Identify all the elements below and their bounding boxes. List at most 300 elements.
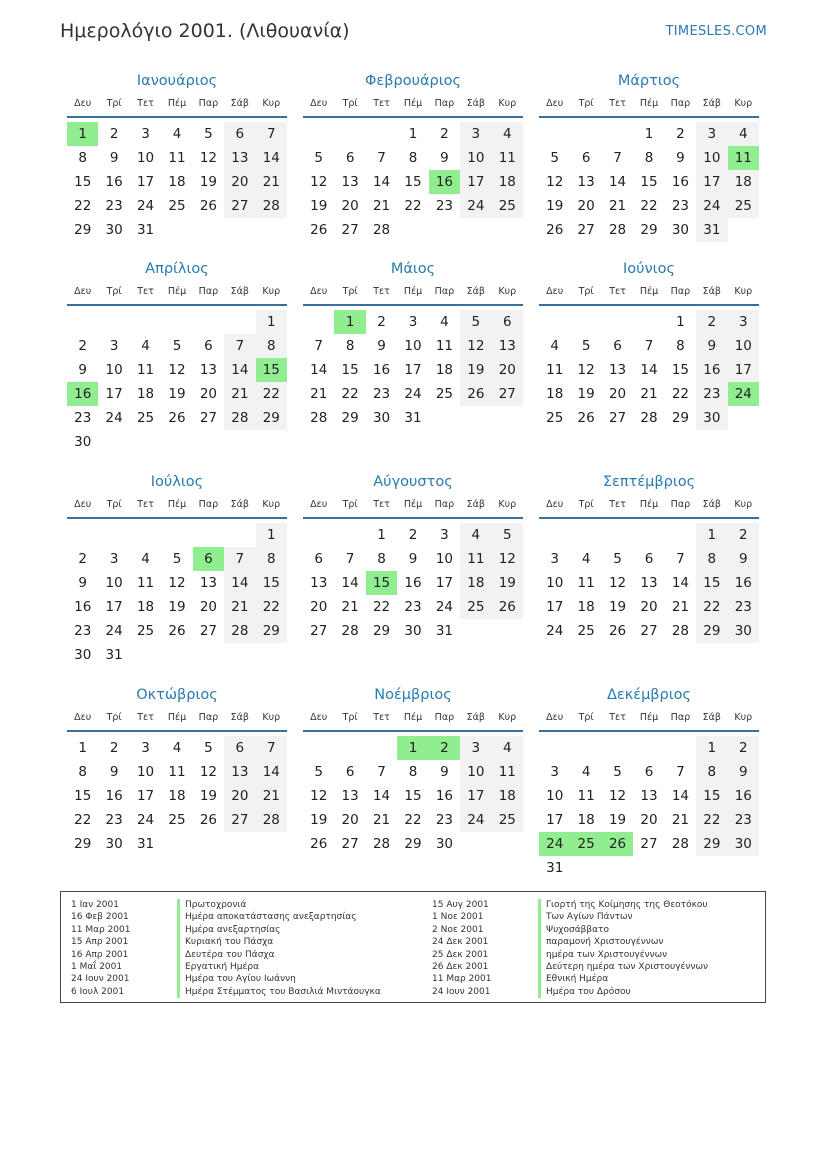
day-cell: 3 — [460, 122, 491, 146]
weekday-header — [539, 493, 759, 519]
weekday-label: Σάβ — [466, 98, 485, 109]
day-cell: 29 — [696, 619, 727, 643]
day-cell: 23 — [105, 812, 123, 828]
day-grid — [539, 306, 759, 430]
day-cell: 3 — [460, 736, 491, 760]
day-cell: 8 — [676, 338, 685, 354]
day-cell: 17 — [105, 386, 123, 402]
day-cell: 20 — [608, 386, 627, 402]
day-cell: 14 — [256, 146, 287, 170]
day-cell: 4 — [172, 126, 182, 142]
day-cell: 19 — [577, 386, 595, 402]
day-grid — [67, 519, 287, 667]
day-cell: 7 — [377, 150, 386, 166]
day-cell: 9 — [78, 362, 87, 378]
day-cell: 11 — [435, 338, 454, 354]
day-cell: 3 — [728, 310, 759, 334]
day-cell: 25 — [492, 808, 523, 832]
day-cell: 31 — [404, 410, 422, 426]
day-cell: 25 — [546, 410, 564, 426]
month-block — [539, 684, 759, 880]
day-cell: 29 — [256, 619, 287, 643]
weekday-label: Δευ — [310, 712, 328, 723]
day-cell: 31 — [546, 860, 564, 876]
holiday-day-cell: 26 — [602, 832, 633, 856]
day-cell: 7 — [256, 122, 287, 146]
day-cell: 22 — [696, 808, 727, 832]
day-cell: 25 — [168, 812, 186, 828]
day-cell: 23 — [671, 198, 690, 214]
day-cell: 17 — [460, 784, 491, 808]
legend-date: 15 Απρ 2001 — [71, 937, 129, 948]
day-cell: 19 — [608, 599, 627, 615]
legend-name: ημέρα των Χριστουγέννων — [538, 949, 708, 961]
weekday-label: Κυρ — [262, 286, 281, 297]
day-cell: 22 — [671, 386, 690, 402]
day-cell: 4 — [172, 740, 182, 756]
brand-link[interactable]: TIMESLES.COM — [665, 24, 767, 39]
day-cell: 25 — [460, 595, 491, 619]
legend-name: Δευτέρα του Πάσχα — [177, 949, 381, 961]
day-cell: 25 — [136, 410, 155, 426]
month-name: Απρίλιος — [145, 261, 209, 277]
day-cell: 16 — [404, 575, 422, 591]
weekday-label: Δευ — [546, 98, 564, 109]
weekday-label: Κυρ — [734, 712, 753, 723]
day-cell: 2 — [728, 523, 759, 547]
day-cell: 15 — [696, 784, 727, 808]
holiday-day-cell: 1 — [397, 736, 428, 760]
month-block — [67, 684, 287, 856]
weekday-label: Πέμ — [403, 286, 423, 297]
day-cell: 12 — [199, 764, 218, 780]
day-cell: 16 — [105, 174, 123, 190]
day-cell: 16 — [435, 788, 454, 804]
day-cell: 9 — [696, 334, 727, 358]
weekday-label: Σάβ — [702, 499, 721, 510]
weekday-label: Δευ — [74, 286, 92, 297]
weekday-label: Παρ — [198, 98, 219, 109]
weekday-header — [303, 280, 523, 306]
day-cell: 2 — [408, 527, 418, 543]
day-cell: 30 — [105, 222, 123, 238]
day-cell: 7 — [314, 338, 323, 354]
day-cell: 19 — [168, 386, 186, 402]
legend-left-names — [177, 899, 381, 998]
weekday-label: Τετ — [373, 499, 390, 510]
weekday-header — [539, 706, 759, 732]
day-cell: 31 — [696, 218, 727, 242]
day-cell: 10 — [105, 362, 123, 378]
day-cell: 18 — [546, 386, 564, 402]
day-cell: 27 — [341, 836, 359, 852]
day-cell: 21 — [671, 812, 690, 828]
weekday-label: Κυρ — [734, 286, 753, 297]
holiday-day-cell: 25 — [570, 832, 601, 856]
day-cell: 1 — [696, 523, 727, 547]
day-cell: 10 — [460, 146, 491, 170]
day-cell: 18 — [168, 174, 186, 190]
day-cell: 16 — [728, 784, 759, 808]
day-cell: 19 — [310, 198, 328, 214]
day-cell: 29 — [74, 836, 92, 852]
day-cell: 18 — [492, 170, 523, 194]
legend-date: 24 Ιουν 2001 — [432, 986, 491, 997]
holiday-day-cell: 6 — [193, 547, 224, 571]
weekday-label: Παρ — [670, 286, 691, 297]
day-cell: 8 — [408, 764, 418, 780]
day-cell: 28 — [671, 836, 690, 852]
day-cell: 6 — [204, 338, 213, 354]
legend-date: 26 Δεκ 2001 — [432, 961, 489, 972]
weekday-label: Κυρ — [498, 712, 517, 723]
day-cell: 10 — [105, 575, 123, 591]
day-grid — [539, 118, 759, 242]
day-cell: 27 — [199, 410, 218, 426]
day-cell: 3 — [408, 314, 418, 330]
day-cell: 1 — [256, 310, 287, 334]
day-cell: 19 — [546, 198, 564, 214]
legend-date: 15 Αυγ 2001 — [432, 900, 489, 910]
day-cell: 15 — [404, 788, 422, 804]
day-cell: 31 — [136, 836, 155, 852]
day-cell: 23 — [404, 599, 422, 615]
month-name: Αύγουστος — [373, 474, 453, 490]
day-cell: 5 — [613, 764, 622, 780]
weekday-label: Πέμ — [167, 499, 187, 510]
day-cell: 27 — [577, 222, 595, 238]
weekday-label: Πέμ — [639, 712, 659, 723]
day-cell: 26 — [608, 623, 627, 639]
day-cell: 27 — [224, 194, 255, 218]
day-cell: 25 — [577, 623, 595, 639]
day-cell: 22 — [74, 198, 92, 214]
holiday-day-cell: 1 — [67, 122, 98, 146]
day-cell: 14 — [224, 358, 255, 382]
day-cell: 28 — [640, 410, 658, 426]
day-cell: 5 — [204, 740, 213, 756]
weekday-label: Πέμ — [403, 98, 423, 109]
day-cell: 30 — [404, 623, 422, 639]
day-cell: 26 — [168, 410, 186, 426]
day-cell: 4 — [460, 523, 491, 547]
weekday-label: Σάβ — [702, 712, 721, 723]
day-cell: 27 — [608, 410, 627, 426]
day-cell: 2 — [377, 314, 386, 330]
day-cell: 22 — [404, 198, 422, 214]
day-cell: 23 — [74, 623, 92, 639]
day-cell: 2 — [78, 551, 87, 567]
weekday-label: Κυρ — [498, 499, 517, 510]
month-name: Ιούλιος — [150, 474, 204, 490]
day-cell: 24 — [136, 812, 155, 828]
weekday-label: Κυρ — [498, 286, 517, 297]
day-cell: 17 — [105, 599, 123, 615]
weekday-label: Πέμ — [403, 712, 423, 723]
weekday-header — [67, 92, 287, 118]
holiday-day-cell: 15 — [366, 571, 397, 595]
day-cell: 11 — [577, 575, 595, 591]
day-cell: 14 — [224, 571, 255, 595]
legend-date: 16 Απρ 2001 — [71, 949, 129, 960]
day-cell: 5 — [581, 338, 591, 354]
day-cell: 27 — [199, 623, 218, 639]
month-block — [539, 258, 759, 430]
day-cell: 28 — [372, 222, 391, 238]
day-cell: 30 — [105, 836, 123, 852]
day-cell: 10 — [136, 764, 155, 780]
day-cell: 20 — [640, 812, 658, 828]
day-cell: 12 — [608, 788, 627, 804]
day-cell: 7 — [224, 334, 255, 358]
day-cell: 6 — [581, 150, 591, 166]
day-grid — [539, 519, 759, 643]
day-cell: 16 — [74, 599, 92, 615]
day-grid — [67, 732, 287, 856]
day-cell: 19 — [168, 599, 186, 615]
day-grid — [539, 732, 759, 880]
day-cell: 28 — [372, 836, 391, 852]
day-cell: 23 — [696, 382, 727, 406]
day-cell: 24 — [136, 198, 155, 214]
legend-name: Ημέρα του Αγίου Ιωάννη — [177, 973, 381, 985]
weekday-label: Πέμ — [167, 286, 187, 297]
day-cell: 7 — [676, 551, 685, 567]
day-cell: 1 — [256, 523, 287, 547]
day-cell: 27 — [310, 623, 328, 639]
day-cell: 14 — [671, 575, 690, 591]
day-cell: 18 — [136, 599, 155, 615]
day-cell: 5 — [460, 310, 491, 334]
day-cell: 24 — [435, 599, 454, 615]
weekday-label: Σάβ — [230, 712, 249, 723]
day-cell: 16 — [696, 358, 727, 382]
day-cell: 13 — [199, 362, 218, 378]
holiday-day-cell: 24 — [539, 832, 570, 856]
day-cell: 10 — [404, 338, 422, 354]
day-cell: 28 — [608, 222, 627, 238]
day-grid — [67, 118, 287, 242]
day-cell: 19 — [608, 812, 627, 828]
day-cell: 30 — [435, 836, 454, 852]
day-cell: 11 — [460, 547, 491, 571]
weekday-label: Παρ — [198, 712, 219, 723]
day-cell: 8 — [78, 150, 87, 166]
day-cell: 6 — [345, 150, 355, 166]
day-cell: 2 — [109, 740, 119, 756]
weekday-label: Τρί — [106, 499, 122, 510]
day-cell: 12 — [310, 174, 328, 190]
day-cell: 22 — [640, 198, 658, 214]
weekday-label: Δευ — [310, 286, 328, 297]
day-cell: 15 — [696, 571, 727, 595]
day-cell: 24 — [105, 623, 123, 639]
weekday-label: Τρί — [342, 98, 358, 109]
day-cell: 1 — [377, 527, 386, 543]
day-cell: 21 — [224, 595, 255, 619]
day-cell: 4 — [550, 338, 559, 354]
day-cell: 11 — [136, 362, 155, 378]
holiday-day-cell: 15 — [256, 358, 287, 382]
month-block — [303, 471, 523, 643]
day-cell: 13 — [577, 174, 595, 190]
weekday-label: Τετ — [137, 499, 154, 510]
day-cell: 2 — [109, 126, 119, 142]
weekday-label: Κυρ — [734, 499, 753, 510]
weekday-label: Πέμ — [403, 499, 423, 510]
day-cell: 21 — [608, 198, 627, 214]
day-cell: 7 — [345, 551, 355, 567]
day-cell: 15 — [671, 362, 690, 378]
day-cell: 22 — [256, 382, 287, 406]
day-cell: 15 — [640, 174, 658, 190]
holiday-day-cell: 16 — [429, 170, 460, 194]
weekday-label: Τρί — [106, 712, 122, 723]
weekday-label: Δευ — [546, 712, 564, 723]
legend-name: Ημέρα αποκατάστασης ανεξαρτησίας — [177, 911, 381, 923]
weekday-label: Παρ — [670, 98, 691, 109]
day-cell: 21 — [224, 382, 255, 406]
day-cell: 12 — [168, 575, 186, 591]
day-cell: 13 — [640, 788, 658, 804]
month-name: Μάιος — [390, 261, 436, 277]
legend-date: 6 Ιουλ 2001 — [71, 986, 125, 997]
day-cell: 26 — [310, 222, 328, 238]
weekday-header — [303, 92, 523, 118]
day-cell: 27 — [224, 808, 255, 832]
day-cell: 1 — [644, 126, 654, 142]
month-block — [303, 684, 523, 856]
day-cell: 8 — [644, 150, 654, 166]
day-cell: 9 — [109, 150, 119, 166]
day-cell: 25 — [492, 194, 523, 218]
day-cell: 5 — [204, 126, 213, 142]
day-cell: 27 — [492, 382, 523, 406]
day-cell: 28 — [341, 623, 359, 639]
day-cell: 19 — [199, 788, 218, 804]
weekday-label: Τρί — [578, 98, 594, 109]
day-cell: 29 — [372, 623, 391, 639]
weekday-label: Τρί — [578, 499, 594, 510]
day-cell: 7 — [256, 736, 287, 760]
day-cell: 30 — [74, 434, 92, 450]
day-cell: 20 — [199, 386, 218, 402]
weekday-label: Παρ — [198, 499, 219, 510]
day-cell: 5 — [314, 150, 323, 166]
day-cell: 12 — [199, 150, 218, 166]
day-cell: 31 — [435, 623, 454, 639]
weekday-label: Τρί — [106, 286, 122, 297]
day-cell: 7 — [224, 547, 255, 571]
day-cell: 20 — [224, 784, 255, 808]
legend-date: 11 Μαρ 2001 — [432, 974, 492, 985]
day-cell: 15 — [74, 174, 92, 190]
day-cell: 12 — [608, 575, 627, 591]
day-cell: 1 — [676, 314, 685, 330]
day-cell: 9 — [377, 338, 386, 354]
day-cell: 21 — [372, 812, 391, 828]
day-cell: 21 — [372, 198, 391, 214]
month-name: Οκτώβριος — [136, 687, 218, 703]
day-cell: 21 — [341, 599, 359, 615]
weekday-header — [67, 706, 287, 732]
day-cell: 17 — [404, 362, 422, 378]
day-cell: 3 — [550, 551, 559, 567]
day-cell: 4 — [141, 551, 150, 567]
day-cell: 18 — [136, 386, 155, 402]
day-cell: 3 — [141, 126, 150, 142]
day-cell: 10 — [546, 575, 564, 591]
day-cell: 8 — [696, 547, 727, 571]
day-cell: 5 — [550, 150, 559, 166]
day-cell: 29 — [74, 222, 92, 238]
day-cell: 4 — [141, 338, 150, 354]
day-cell: 12 — [310, 788, 328, 804]
month-block — [539, 471, 759, 643]
day-cell: 6 — [644, 551, 654, 567]
weekday-label: Τετ — [373, 286, 390, 297]
day-cell: 30 — [372, 410, 391, 426]
weekday-label: Δευ — [546, 286, 564, 297]
weekday-label: Τρί — [578, 286, 594, 297]
day-cell: 17 — [546, 812, 564, 828]
day-cell: 15 — [256, 571, 287, 595]
day-cell: 11 — [168, 764, 186, 780]
weekday-label: Σάβ — [702, 286, 721, 297]
day-cell: 17 — [460, 170, 491, 194]
weekday-label: Δευ — [74, 499, 92, 510]
weekday-label: Σάβ — [466, 286, 485, 297]
day-cell: 30 — [728, 619, 759, 643]
day-cell: 15 — [74, 788, 92, 804]
legend-name: Εθνική Ημέρα — [538, 973, 708, 985]
day-cell: 17 — [136, 788, 155, 804]
day-cell: 21 — [671, 599, 690, 615]
day-cell: 23 — [728, 595, 759, 619]
month-block — [303, 258, 523, 430]
day-grid — [303, 732, 523, 856]
day-grid — [303, 519, 523, 643]
day-cell: 13 — [608, 362, 627, 378]
legend-name: Εργατική Ημέρα — [177, 961, 381, 973]
day-cell: 6 — [345, 764, 355, 780]
holiday-day-cell: 11 — [728, 146, 759, 170]
weekday-label: Δευ — [74, 98, 92, 109]
day-cell: 5 — [613, 551, 622, 567]
day-cell: 1 — [408, 126, 418, 142]
weekday-label: Σάβ — [230, 98, 249, 109]
weekday-label: Πέμ — [167, 98, 187, 109]
day-cell: 29 — [696, 832, 727, 856]
month-block — [67, 70, 287, 242]
day-cell: 20 — [224, 170, 255, 194]
day-cell: 8 — [78, 764, 87, 780]
weekday-label: Σάβ — [230, 499, 249, 510]
day-cell: 13 — [341, 174, 359, 190]
day-cell: 11 — [577, 788, 595, 804]
day-cell: 3 — [550, 764, 559, 780]
month-block — [539, 70, 759, 242]
weekday-label: Παρ — [670, 712, 691, 723]
day-cell: 31 — [105, 647, 123, 663]
day-cell: 6 — [314, 551, 323, 567]
day-cell: 2 — [78, 338, 87, 354]
day-cell: 5 — [492, 523, 523, 547]
day-cell: 4 — [581, 551, 591, 567]
day-cell: 17 — [696, 170, 727, 194]
month-name: Δεκέμβριος — [606, 687, 692, 703]
weekday-header — [303, 706, 523, 732]
